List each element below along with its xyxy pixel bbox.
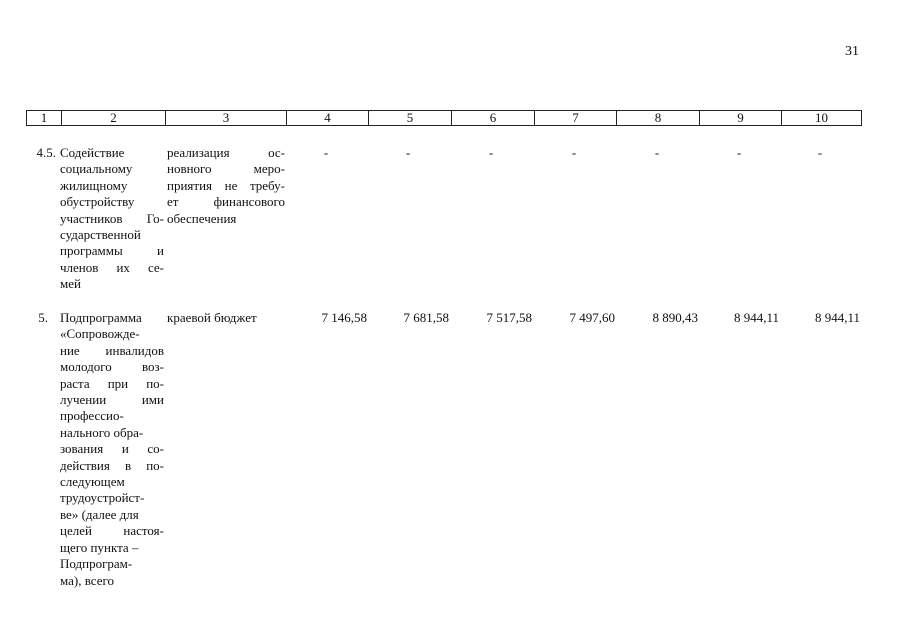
row-source: краевой бюджет (167, 310, 257, 325)
row-value-col9: 8 944,11 (733, 310, 779, 325)
row-value-col10: - (817, 145, 823, 160)
row-value-col8: - (654, 145, 660, 160)
row-value-col6: - (488, 145, 494, 160)
column-header-9: 9 (699, 111, 781, 125)
column-header-8: 8 (616, 111, 699, 125)
row-value-col4: 7 146,58 (321, 310, 367, 325)
row-name: Подпрограмма «Сопровожде- ние инвалидов молодого воз- раста при по- лучении ими профессио- нального обра- зования и со- действия в по- следующем трудоустройст- ве» (далее для целей настоя- щего пункта – Подпрограм- ма), всего (60, 310, 164, 588)
row-source: реализация ос- новного меро- приятия не требу- ет финансового обеспечения (167, 145, 285, 226)
column-header-6: 6 (451, 111, 534, 125)
row-value-col7: - (571, 145, 577, 160)
row-value-col7: 7 497,60 (569, 310, 615, 325)
table-header-row (26, 110, 862, 126)
row-number: 5. (38, 310, 48, 325)
column-header-5: 5 (368, 111, 451, 125)
column-header-4: 4 (286, 111, 368, 125)
row-value-col4: - (323, 145, 329, 160)
column-header-7: 7 (534, 111, 616, 125)
column-header-10: 10 (781, 111, 861, 125)
row-name: Содействие социальному жилищному обустройству участников Го- сударственной программы и членов их се- мей (60, 145, 164, 292)
column-header-1: 1 (40, 110, 48, 125)
row-value-col6: 7 517,58 (486, 310, 532, 325)
row-value-col8: 8 890,43 (652, 310, 698, 325)
row-value-col5: 7 681,58 (403, 310, 449, 325)
row-value-col9: - (736, 145, 742, 160)
row-value-col10: 8 944,11 (814, 310, 860, 325)
column-header-2: 2 (61, 111, 165, 125)
row-value-col5: - (405, 145, 411, 160)
page-number: 31 (845, 44, 859, 59)
row-number: 4.5. (36, 145, 56, 160)
column-header-3: 3 (165, 111, 286, 125)
